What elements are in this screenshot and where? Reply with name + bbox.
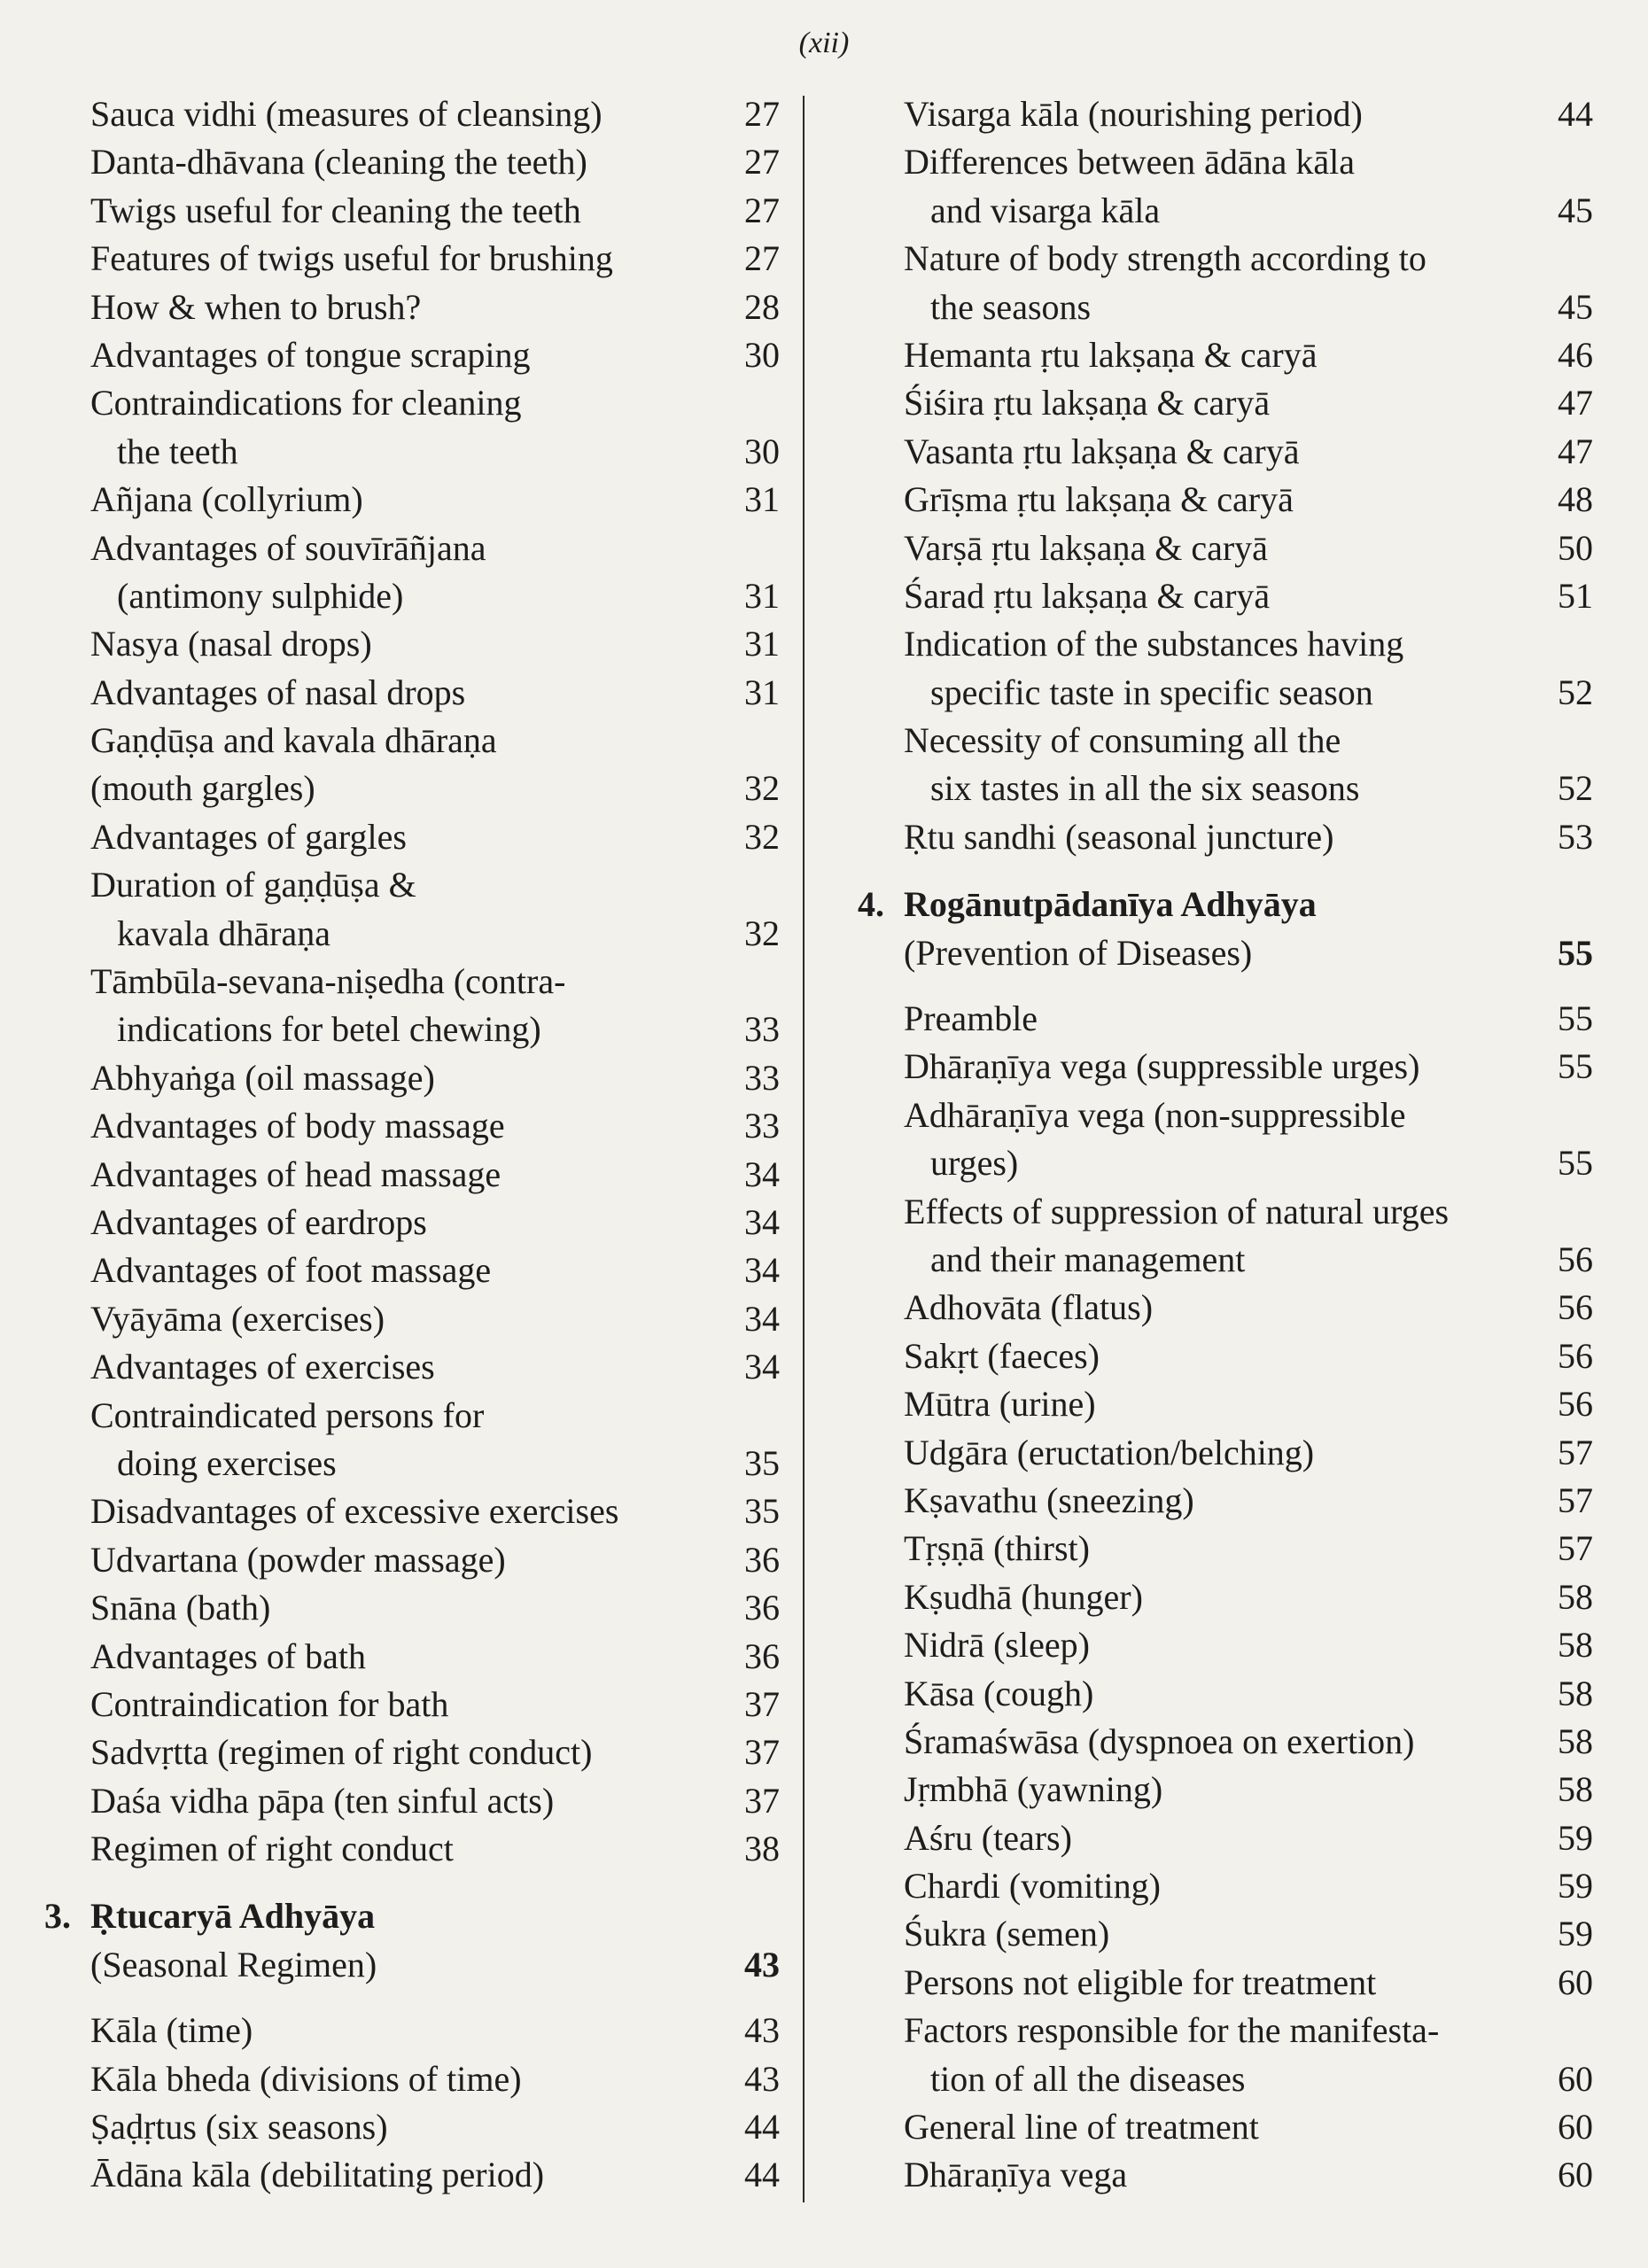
toc-entry-page: 45 [1558, 286, 1593, 327]
toc-entry-title: Advantages of tongue scraping [90, 334, 531, 375]
toc-entry-title: (mouth gargles) [90, 768, 315, 809]
toc-entry [904, 138, 1593, 186]
toc-entry-page: 52 [1558, 672, 1593, 712]
toc-entry-title: Chardi (vomiting) [904, 1866, 1161, 1907]
chapter-subtitle-line [90, 1941, 780, 1989]
toc-entry-title: Śiśira ṛtu lakṣaṇa & caryā [904, 383, 1271, 423]
toc-entry-page: 57 [1558, 1480, 1593, 1520]
toc-entry [904, 813, 1593, 861]
toc-entry-page: 32 [744, 816, 780, 857]
toc-entry-title: Snāna (bath) [90, 1588, 271, 1628]
toc-entry-page: 55 [1558, 1046, 1593, 1087]
toc-entry-page: 55 [1558, 1143, 1593, 1184]
toc-entry-page: 47 [1558, 431, 1593, 471]
toc-entry-title: the teeth [117, 431, 238, 471]
toc-entry [90, 1102, 780, 1150]
toc-entry-title: Nidrā (sleep) [904, 1625, 1090, 1666]
toc-entry [904, 476, 1593, 524]
toc-entry-title: Kṣudhā (hunger) [904, 1576, 1143, 1617]
toc-entry-page: 30 [744, 334, 780, 375]
toc-entry-title: Mūtra (urine) [904, 1384, 1096, 1425]
toc-entry-page: 45 [1558, 190, 1593, 230]
toc-entry [904, 1766, 1593, 1814]
toc-entry [90, 1584, 780, 1632]
toc-entry-title: Vyāyāma (exercises) [90, 1298, 385, 1339]
toc-entry-title: Dhāraṇīya vega [904, 2155, 1128, 2195]
toc-entry-title: Advantages of body massage [90, 1106, 505, 1146]
toc-entry [904, 1091, 1593, 1139]
toc-entry [904, 2007, 1593, 2054]
toc-entry [904, 235, 1593, 283]
toc-entry-page: 47 [1558, 383, 1593, 423]
toc-entry-title: Advantages of eardrops [90, 1201, 427, 1242]
toc-entry [904, 1621, 1593, 1669]
toc-entry [904, 717, 1593, 765]
toc-entry-title: Vasanta ṛtu lakṣaṇa & caryā [904, 431, 1300, 471]
toc-entry-title: Adhāraṇīya vega (non-suppressible [904, 1094, 1406, 1135]
toc-entry-title: Effects of suppression of natural urges [904, 1191, 1450, 1231]
toc-entry-title: Udvartana (powder massage) [90, 1539, 506, 1580]
toc-entry-title: Duration of gaṇḍūṣa & [90, 865, 416, 905]
toc-entry-page: 27 [744, 94, 780, 134]
toc-entry-page: 56 [1558, 1239, 1593, 1279]
toc-entry-page: 34 [744, 1153, 780, 1194]
toc-entry-page: 32 [744, 913, 780, 953]
toc-entry [904, 1477, 1593, 1525]
toc-entry [904, 2103, 1593, 2151]
toc-entry-page: 35 [744, 1442, 780, 1483]
toc-entry [904, 765, 1593, 812]
toc-entry-title: Nature of body strength according to [904, 238, 1426, 279]
toc-entry-page: 55 [1558, 998, 1593, 1039]
toc-entry-page: 46 [1558, 334, 1593, 375]
toc-entry-title: Tāmbūla-sevana-niṣedha (contra- [90, 961, 566, 1002]
chapter-heading [858, 881, 1593, 928]
toc-entry [904, 524, 1593, 572]
toc-entry-title: Gaṇḍūṣa and kavala dhāraṇa [90, 720, 497, 761]
toc-entry-title: Sauca vidhi (measures of cleansing) [90, 94, 602, 134]
toc-entry [90, 958, 780, 1006]
toc-entries [904, 995, 1593, 2200]
toc-entry-title: Śramaśwāsa (dyspnoea on exertion) [904, 1720, 1415, 1761]
toc-entry-page: 27 [744, 238, 780, 279]
toc-entry-page: 27 [744, 142, 780, 183]
toc-entry [904, 1718, 1593, 1766]
toc-entry-title: Hemanta ṛtu lakṣaṇa & caryā [904, 334, 1318, 375]
toc-entry-page: 31 [744, 624, 780, 664]
toc-entry-page: 56 [1558, 1335, 1593, 1376]
toc-entry-page: 53 [1558, 816, 1593, 857]
chapter-subtitle: (Prevention of Diseases) [904, 932, 1253, 973]
toc-entry-page: 34 [744, 1250, 780, 1291]
toc-entry-title: tion of all the diseases [930, 2058, 1246, 2099]
toc-entry [90, 765, 780, 812]
toc-entry [90, 1681, 780, 1728]
toc-entry [90, 572, 780, 620]
chapter-title: Ṛtucaryā Adhyāya [90, 1896, 376, 1937]
toc-entry [90, 717, 780, 765]
toc-entries [90, 2007, 780, 2200]
toc-entry-page: 50 [1558, 527, 1593, 568]
toc-entry-page: 60 [1558, 2107, 1593, 2148]
toc-entry-page: 56 [1558, 1287, 1593, 1328]
toc-entry-title: Jṛmbhā (yawning) [904, 1769, 1163, 1810]
toc-entry [904, 1284, 1593, 1332]
toc-entry [90, 379, 780, 427]
toc-entry-title: Advantages of nasal drops [90, 672, 466, 712]
toc-entry [90, 861, 780, 909]
toc-entry-page: 43 [744, 2010, 780, 2051]
toc-entry-title: Factors responsible for the manifesta- [904, 2010, 1440, 2051]
toc-entry [904, 284, 1593, 331]
toc-entry-title: Advantages of foot massage [90, 1250, 492, 1291]
toc-entry-page: 59 [1558, 1817, 1593, 1858]
toc-entry [90, 1151, 780, 1199]
toc-entry-page: 33 [744, 1009, 780, 1050]
toc-entry-title: Tṛṣṇā (thirst) [904, 1528, 1090, 1569]
toc-entry [904, 995, 1593, 1043]
toc-entry [904, 2055, 1593, 2103]
toc-entry-title: Varṣā ṛtu lakṣaṇa & caryā [904, 527, 1268, 568]
toc-entry [90, 1536, 780, 1584]
toc-entry-page: 60 [1558, 2155, 1593, 2195]
toc-entry-title: Differences between ādāna kāla [904, 142, 1355, 183]
toc-entry-title: Indication of the substances having [904, 624, 1404, 664]
toc-entry-page: 60 [1558, 2058, 1593, 2099]
toc-entry [90, 1728, 780, 1776]
toc-entry-page: 37 [744, 1732, 780, 1773]
toc-entry-title: doing exercises [117, 1442, 337, 1483]
toc-entry-title: Contraindications for cleaning [90, 383, 522, 423]
toc-entry-title: How & when to brush? [90, 286, 422, 327]
toc-entry-title: Śukra (semen) [904, 1914, 1110, 1954]
toc-entry [904, 1236, 1593, 1284]
toc-entry [904, 572, 1593, 620]
toc-entry-page: 48 [1558, 479, 1593, 520]
toc-entry-page: 33 [744, 1057, 780, 1098]
toc-entry [904, 1380, 1593, 1428]
toc-entry-title: Advantages of souvīrāñjana [90, 527, 486, 568]
toc-entry-title: Advantages of head massage [90, 1153, 501, 1194]
toc-entry-title: Śarad ṛtu lakṣaṇa & caryā [904, 575, 1271, 616]
chapter-page: 43 [744, 1944, 780, 1984]
toc-entry [904, 1573, 1593, 1621]
toc-entry-page: 35 [744, 1491, 780, 1532]
toc-entry [90, 620, 780, 668]
chapter-number: 3. [44, 1896, 71, 1937]
toc-entry [904, 1910, 1593, 1958]
toc-entry [90, 1247, 780, 1294]
toc-entry [904, 187, 1593, 235]
toc-entry-title: Sadvṛtta (regimen of right conduct) [90, 1732, 593, 1773]
toc-entry-title: Advantages of exercises [90, 1347, 435, 1387]
toc-entry-page: 58 [1558, 1720, 1593, 1761]
toc-entry [90, 1777, 780, 1825]
toc-entry [90, 1825, 780, 1873]
toc-entry [904, 669, 1593, 717]
toc-entry-title: General line of treatment [904, 2107, 1259, 2148]
chapter-number: 4. [858, 884, 884, 925]
toc-entry-title: Danta-dhāvana (cleaning the teeth) [90, 142, 587, 183]
toc-entry-title: Daśa vidha pāpa (ten sinful acts) [90, 1780, 555, 1821]
toc-entry [904, 379, 1593, 427]
toc-entry-title: Adhovāta (flatus) [904, 1287, 1154, 1328]
toc-entry-title: and visarga kāla [930, 190, 1161, 230]
toc-entries [904, 90, 1593, 861]
toc-entry [90, 1392, 780, 1440]
toc-entry-title: Disadvantages of excessive exercises [90, 1491, 619, 1532]
toc-entry-title: Kāsa (cough) [904, 1673, 1094, 1713]
toc-entry [90, 1440, 780, 1487]
toc-entry-page: 52 [1558, 768, 1593, 809]
toc-entry [90, 138, 780, 186]
toc-entry-title: Contraindication for bath [90, 1683, 449, 1724]
toc-entry [90, 1295, 780, 1343]
toc-entry-title: Advantages of gargles [90, 816, 407, 857]
toc-entry [90, 1054, 780, 1102]
toc-entry-title: Kṣavathu (sneezing) [904, 1480, 1194, 1520]
toc-entry-page: 58 [1558, 1769, 1593, 1810]
toc-entry-title: Ṛtu sandhi (seasonal juncture) [904, 816, 1334, 857]
toc-entry-title: Ṣaḍṛtus (six seasons) [90, 2107, 388, 2148]
toc-entry-page: 58 [1558, 1576, 1593, 1617]
toc-entry-page: 44 [744, 2155, 780, 2195]
toc-left-column [44, 90, 780, 2200]
toc-entry [90, 428, 780, 476]
toc-entry-page: 44 [744, 2107, 780, 2148]
toc-entry-page: 37 [744, 1683, 780, 1724]
toc-entry-page: 44 [1558, 94, 1593, 134]
toc-entry-title: Udgāra (eructation/belching) [904, 1432, 1315, 1472]
toc-entry [90, 284, 780, 331]
toc-entry-title: Preamble [904, 998, 1038, 1039]
toc-entry [904, 1525, 1593, 1573]
toc-entry [904, 331, 1593, 379]
column-divider [803, 96, 805, 2202]
toc-entry [904, 1959, 1593, 2007]
toc-entry [90, 187, 780, 235]
toc-entry [90, 90, 780, 138]
toc-entry-title: Features of twigs useful for brushing [90, 238, 613, 279]
toc-entry-page: 31 [744, 575, 780, 616]
toc-entry-page: 31 [744, 479, 780, 520]
toc-entry [90, 1199, 780, 1247]
page-number: (xii) [798, 27, 850, 59]
toc-entry [90, 2151, 780, 2199]
toc-entry [90, 331, 780, 379]
toc-entry [904, 1043, 1593, 1091]
toc-entry [90, 2007, 780, 2054]
toc-entry-title: Visarga kāla (nourishing period) [904, 94, 1363, 134]
toc-entries [90, 90, 780, 1873]
toc-entry-title: Regimen of right conduct [90, 1829, 454, 1869]
toc-entry-title: Añjana (collyrium) [90, 479, 363, 520]
toc-entry-title: specific taste in specific season [930, 672, 1373, 712]
toc-entry-title: Grīṣma ṛtu lakṣaṇa & caryā [904, 479, 1294, 520]
toc-entry-page: 36 [744, 1539, 780, 1580]
toc-entry [90, 1487, 780, 1535]
toc-entry-page: 32 [744, 768, 780, 809]
toc-entry-title: six tastes in all the six seasons [930, 768, 1360, 809]
toc-entry-page: 51 [1558, 575, 1593, 616]
toc-entry-page: 59 [1558, 1914, 1593, 1954]
toc-entry [90, 2055, 780, 2103]
toc-entry-page: 59 [1558, 1866, 1593, 1907]
toc-entry [90, 476, 780, 524]
chapter-page: 55 [1558, 932, 1593, 973]
toc-entry [904, 2151, 1593, 2199]
toc-entry-title: Advantages of bath [90, 1635, 367, 1676]
toc-entry [904, 1862, 1593, 1910]
chapter-subtitle-line [904, 929, 1593, 977]
toc-entry [90, 669, 780, 717]
toc-entry-page: 34 [744, 1298, 780, 1339]
toc-entry [904, 1139, 1593, 1187]
toc-entry-title: urges) [930, 1143, 1019, 1184]
toc-entry [90, 235, 780, 283]
toc-entry-title: Kāla (time) [90, 2010, 253, 2051]
toc-entry-title: Abhyaṅga (oil massage) [90, 1057, 435, 1098]
toc-entry-title: Dhāraṇīya vega (suppressible urges) [904, 1046, 1420, 1087]
toc-entry [904, 428, 1593, 476]
toc-entry-title: Necessity of consuming all the [904, 720, 1341, 761]
toc-entry-page: 34 [744, 1201, 780, 1242]
toc-entry-title: (antimony sulphide) [117, 575, 404, 616]
toc-entry [90, 813, 780, 861]
toc-entry [90, 1633, 780, 1681]
toc-entry-page: 60 [1558, 1961, 1593, 2002]
toc-entry-page: 36 [744, 1588, 780, 1628]
toc-entry [904, 1429, 1593, 1477]
toc-entry-page: 57 [1558, 1432, 1593, 1472]
toc-entry-title: Kāla bheda (divisions of time) [90, 2058, 522, 2099]
toc-entry-page: 57 [1558, 1528, 1593, 1569]
chapter-subtitle: (Seasonal Regimen) [90, 1944, 377, 1984]
toc-entry-page: 30 [744, 431, 780, 471]
toc-entry [90, 1343, 780, 1391]
toc-entry [904, 1332, 1593, 1380]
toc-entry-page: 28 [744, 286, 780, 327]
toc-entry [90, 524, 780, 572]
toc-entry-page: 34 [744, 1347, 780, 1387]
toc-entry-page: 43 [744, 2058, 780, 2099]
toc-entry-page: 37 [744, 1780, 780, 1821]
toc-entry-page: 56 [1558, 1384, 1593, 1425]
chapter-title: Rogānutpādanīya Adhyāya [904, 884, 1317, 925]
toc-entry-page: 38 [744, 1829, 780, 1869]
toc-entry-title: kavala dhāraṇa [117, 913, 330, 953]
toc-entry-title: Persons not eligible for treatment [904, 1961, 1377, 2002]
toc-entry-page: 36 [744, 1635, 780, 1676]
toc-entry-page: 33 [744, 1106, 780, 1146]
toc-entry-title: Nasya (nasal drops) [90, 624, 372, 664]
toc-entry-title: Ādāna kāla (debilitating period) [90, 2155, 545, 2195]
toc-entry-page: 58 [1558, 1625, 1593, 1666]
toc-entry-page: 31 [744, 672, 780, 712]
toc-entry [904, 1188, 1593, 1236]
toc-entry-title: Twigs useful for cleaning the teeth [90, 190, 581, 230]
toc-entry [90, 1006, 780, 1053]
chapter-heading [44, 1892, 780, 1940]
toc-right-column [858, 90, 1593, 2200]
toc-entry-title: Sakṛt (faeces) [904, 1335, 1100, 1376]
toc-entry-title: indications for betel chewing) [117, 1009, 541, 1050]
toc-entry [904, 1670, 1593, 1718]
toc-entry-page: 58 [1558, 1673, 1593, 1713]
toc-entry [904, 1814, 1593, 1862]
toc-entry-title: the seasons [930, 286, 1092, 327]
toc-entry-title: Aśru (tears) [904, 1817, 1072, 1858]
toc-entry-title: Contraindicated persons for [90, 1394, 485, 1435]
toc-entry [90, 2103, 780, 2151]
toc-entry [904, 90, 1593, 138]
toc-entry [904, 620, 1593, 668]
toc-entry [90, 910, 780, 958]
toc-entry-page: 27 [744, 190, 780, 230]
toc-entry-title: and their management [930, 1239, 1246, 1279]
